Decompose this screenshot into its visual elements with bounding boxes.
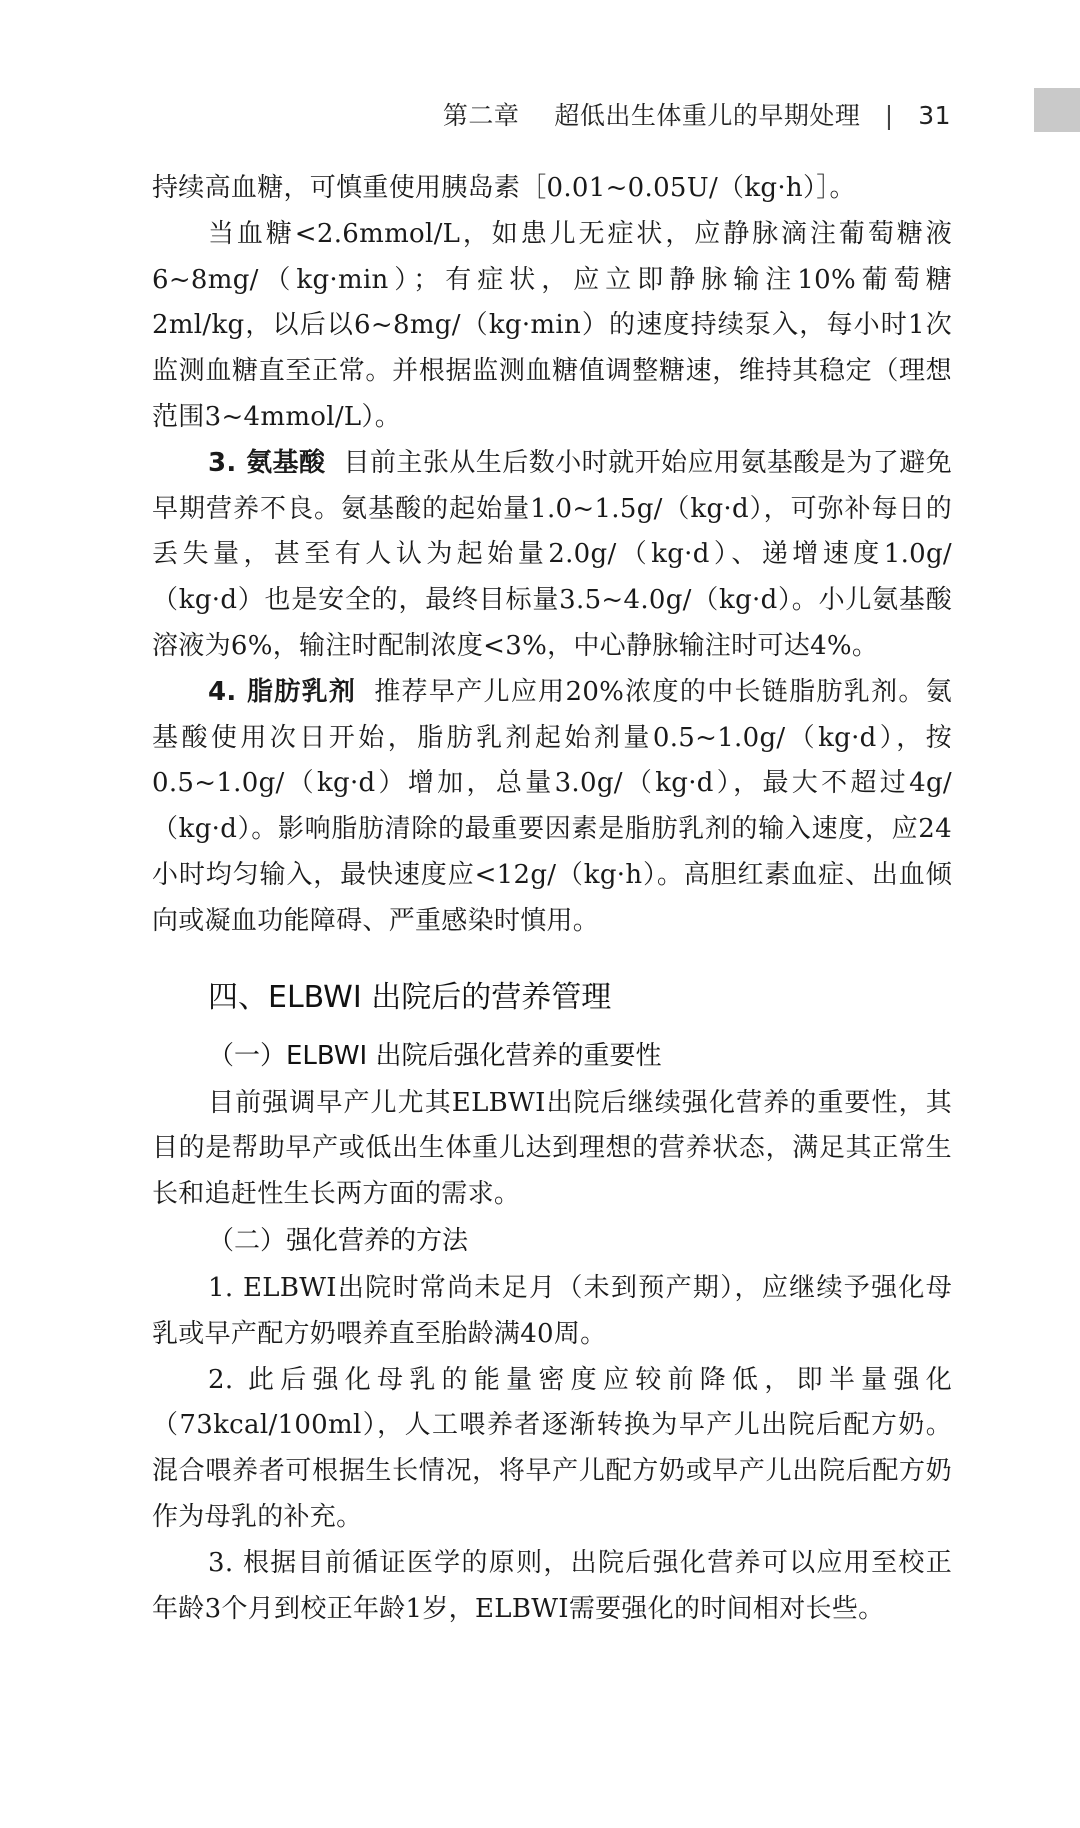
item-label-amino-acids: 3. 氨基酸 xyxy=(208,447,326,478)
paragraph-hyperglycemia: 持续高血糖，可慎重使用胰岛素［0.01~0.05U/（kg·h）］。 xyxy=(152,173,856,203)
item-label-lipid-emulsion: 4. 脂肪乳剂 xyxy=(208,676,357,707)
paragraph-method-3: 3. 根据目前循证医学的原则，出院后强化营养可以应用至校正年龄3个月到校正年龄1岁，ELBWI需要强化的时间相对长些。 xyxy=(152,1547,952,1624)
paragraph-method-2: 2. 此后强化母乳的能量密度应较前降低，即半量强化（73kcal/100ml），人工喂养者逐渐转换为早产儿出院后配方奶。混合喂养者可根据生长情况，将早产儿配方奶或早产儿出院后配方奶作为母乳的补充。 xyxy=(152,1364,952,1532)
header-text xyxy=(443,96,951,132)
paragraph-importance: 目前强调早产儿尤其ELBWI出院后继续强化营养的重要性，其目的是帮助早产或低出生体重儿达到理想的营养状态，满足其正常生长和追赶性生长两方面的需求。 xyxy=(152,1087,952,1210)
item-text-lipid-emulsion: 推荐早产儿应用20%浓度的中长链脂肪乳剂。氨基酸使用次日开始，脂肪乳剂起始剂量0.5~1.0g/（kg·d），按0.5~1.0g/（kg·d）增加，总量3.0g/（kg·d），最大不超过4g/（kg·d）。影响脂肪清除的最重要因素是脂肪乳剂的输入速度，应24小时均匀输入，最快速度应<12g/（kg·h）。高胆红素血症、出血倾向或凝血功能障碍、严重感染时慎用。 xyxy=(152,676,953,936)
item-text-amino-acids: 目前主张从生后数小时就开始应用氨基酸是为了避免早期营养不良。氨基酸的起始量1.0~1.5g/（kg·d），可弥补每日的丢失量，甚至有人认为起始量2.0g/（kg·d）、递增速度1.0g/（kg·d）也是安全的，最终目标量3.5~4.0g/（kg·d）。小儿氨基酸溶液为6%，输注时配制浓度<3%，中心静脉输注时可达4%。 xyxy=(152,447,952,661)
running-header xyxy=(0,0,1080,170)
paragraph-lipid-emulsion xyxy=(152,670,952,945)
section-heading: 四、ELBWI 出院后的营养管理 xyxy=(208,979,612,1015)
page-number: 31 xyxy=(918,101,951,130)
paragraph-amino-acids xyxy=(152,441,952,670)
chapter-label: 第二章 xyxy=(442,101,520,130)
paragraph-hypoglycemia: 当血糖<2.6mmol/L，如患儿无症状，应静脉滴注葡萄糖液6~8mg/（kg·min）；有症状，应立即静脉输注10%葡萄糖2ml/kg，以后以6~8mg/（kg·min）的速度持续泵入，每小时1次监测血糖直至正常。并根据监测血糖值调整糖速，维持其稳定（理想范围3~4mmol/L）。 xyxy=(152,218,952,432)
chapter-title: 超低出生体重儿的早期处理 xyxy=(554,101,861,130)
subsection-heading-methods: （二）强化营养的方法 xyxy=(208,1225,469,1256)
paragraph-method-1: 1. ELBWI出院时常尚未足月（未到预产期），应继续予强化母乳或早产配方奶喂养直至胎龄满40周。 xyxy=(152,1272,952,1349)
subsection-heading-importance: （一）ELBWI 出院后强化营养的重要性 xyxy=(208,1040,662,1071)
header-separator: | xyxy=(884,101,894,130)
page-body xyxy=(152,166,952,1632)
page-edge-tab xyxy=(1034,88,1080,132)
